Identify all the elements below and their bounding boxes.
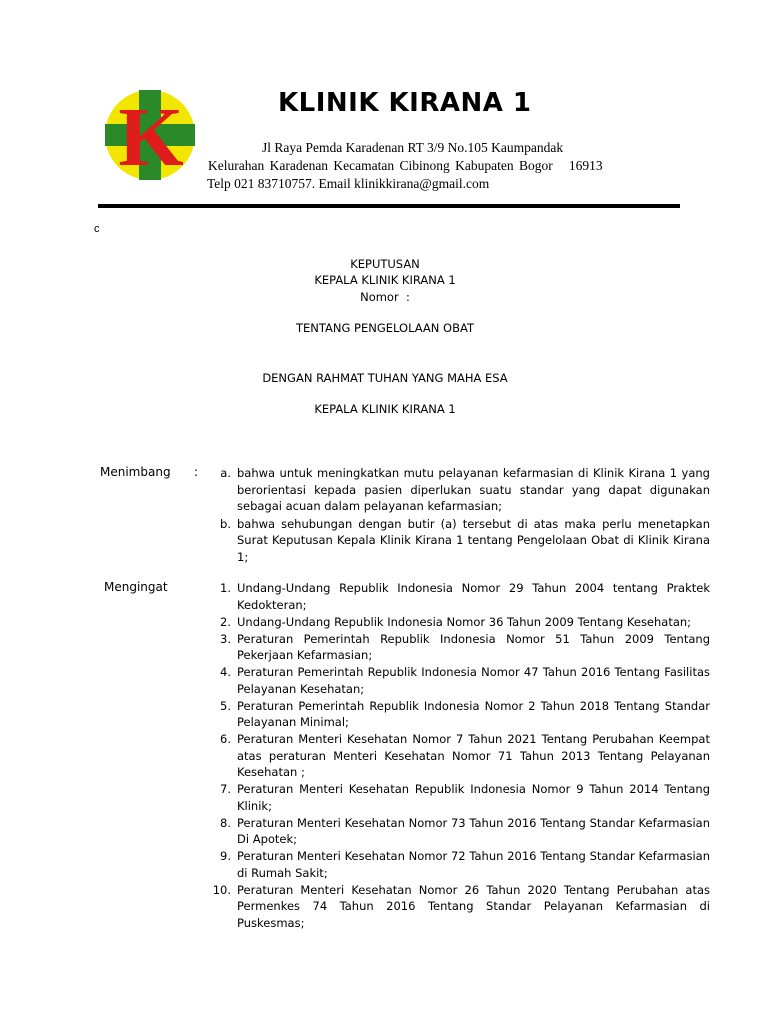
- list-item-marker: a.: [220, 466, 231, 480]
- decree-issuer: KEPALA KLINIK KIRANA 1: [314, 273, 456, 287]
- list-item: [205, 731, 710, 781]
- list-item-text: Peraturan Pemerintah Republik Indonesia Nomor 51 Tahun 2009 Tentang Pekerjaan Kefarmasian;: [237, 631, 710, 662]
- clinic-name: KLINIK KIRANA 1: [278, 88, 532, 118]
- list-item-text: Undang-Undang Republik Indonesia Nomor 29 Tahun 2004 tentang Praktek Kedokteran;: [237, 581, 710, 612]
- list-item: [205, 781, 710, 814]
- list-item: [205, 848, 710, 881]
- list-item-marker: 1.: [220, 581, 231, 595]
- list-item: [205, 698, 710, 731]
- list-item: [205, 815, 710, 848]
- list-item-marker: b.: [220, 516, 231, 531]
- list-item-text: bahwa untuk meningkatkan mutu pelayanan kefarmasian di Klinik Kirana 1 yang berorientasi kepada pasien diperlukan suatu standar yang dapat digunakan sebagai acuan dalam pelayanan kefarmasian;: [237, 466, 710, 513]
- list-item-text: Peraturan Pemerintah Republik Indonesia Nomor 2 Tahun 2018 Tentang Standar Pelayanan Minimal;: [237, 698, 710, 729]
- header-divider: [98, 204, 680, 208]
- list-item: [205, 882, 710, 932]
- list-item-marker: 10.: [212, 882, 231, 897]
- list-item: [205, 631, 710, 664]
- menimbang-label: Menimbang: [100, 465, 171, 479]
- list-item-text: Undang-Undang Republik Indonesia Nomor 36 Tahun 2009 Tentang Kesehatan;: [237, 614, 692, 629]
- list-item: [205, 580, 710, 613]
- mengingat-label: Mengingat: [104, 580, 168, 594]
- list-item-text: Peraturan Menteri Kesehatan Nomor 72 Tahun 2016 Tentang Standar Kefarmasian di Rumah Sakit;: [237, 849, 710, 880]
- list-item: [205, 516, 710, 566]
- decree-blessing: DENGAN RAHMAT TUHAN YANG MAHA ESA: [262, 371, 508, 385]
- contact-line: Telp 021 83710757. Email klinikkirana@gmail.com: [207, 176, 490, 191]
- list-item: [205, 465, 710, 515]
- clinic-logo: [104, 89, 196, 181]
- list-item-marker: 5.: [220, 698, 231, 713]
- stray-character: c: [94, 223, 100, 235]
- list-item-marker: 6.: [220, 732, 231, 746]
- list-item: [205, 614, 710, 631]
- menimbang-list: [205, 465, 710, 566]
- address-line-2: Kelurahan Karadenan Kecamatan Cibinong Kabupaten Bogor 16913: [208, 158, 603, 173]
- decree-subject: TENTANG PENGELOLAAN OBAT: [295, 321, 474, 335]
- list-item-marker: 8.: [220, 815, 231, 830]
- logo-letter: K: [118, 91, 184, 181]
- list-item-marker: 3.: [220, 631, 231, 646]
- decree-number: Nomor :: [360, 290, 410, 304]
- mengingat-list: [205, 580, 710, 932]
- list-item-marker: 2.: [220, 614, 231, 629]
- list-item-text: Peraturan Menteri Kesehatan Nomor 26 Tahun 2020 Tentang Perubahan atas Permenkes 74 Tahun 2016 Tentang Standar Pelayanan Kefarmasian di Puskesmas;: [237, 882, 710, 930]
- list-item-text: bahwa sehubungan dengan butir (a) tersebut di atas maka perlu menetapkan Surat Keputusan Kepala Klinik Kirana 1 tentang Pengelolaan Obat di Klinik Kirana 1;: [237, 516, 710, 564]
- list-item-marker: 9.: [220, 849, 231, 863]
- list-item-text: Peraturan Pemerintah Republik Indonesia Nomor 47 Tahun 2016 Tentang Fasilitas Pelayanan Kesehatan;: [237, 665, 710, 696]
- list-item-text: Peraturan Menteri Kesehatan Republik Indonesia Nomor 9 Tahun 2014 Tentang Klinik;: [237, 782, 710, 813]
- list-item-marker: 7.: [220, 782, 231, 796]
- list-item-marker: 4.: [220, 665, 231, 679]
- decree-label: KEPUTUSAN: [350, 257, 420, 271]
- menimbang-colon: :: [194, 465, 199, 479]
- list-item-text: Peraturan Menteri Kesehatan Nomor 7 Tahun 2021 Tentang Perubahan Keempat atas peraturan Menteri Kesehatan Nomor 71 Tahun 2013 Tentang Pelayanan Kesehatan ;: [237, 732, 710, 779]
- decree-issuer-repeat: KEPALA KLINIK KIRANA 1: [314, 402, 456, 416]
- list-item: [205, 664, 710, 697]
- address-line-1: Jl Raya Pemda Karadenan RT 3/9 No.105 Kaumpandak: [262, 140, 564, 155]
- list-item-text: Peraturan Menteri Kesehatan Nomor 73 Tahun 2016 Tentang Standar Kefarmasian Di Apotek;: [237, 815, 710, 846]
